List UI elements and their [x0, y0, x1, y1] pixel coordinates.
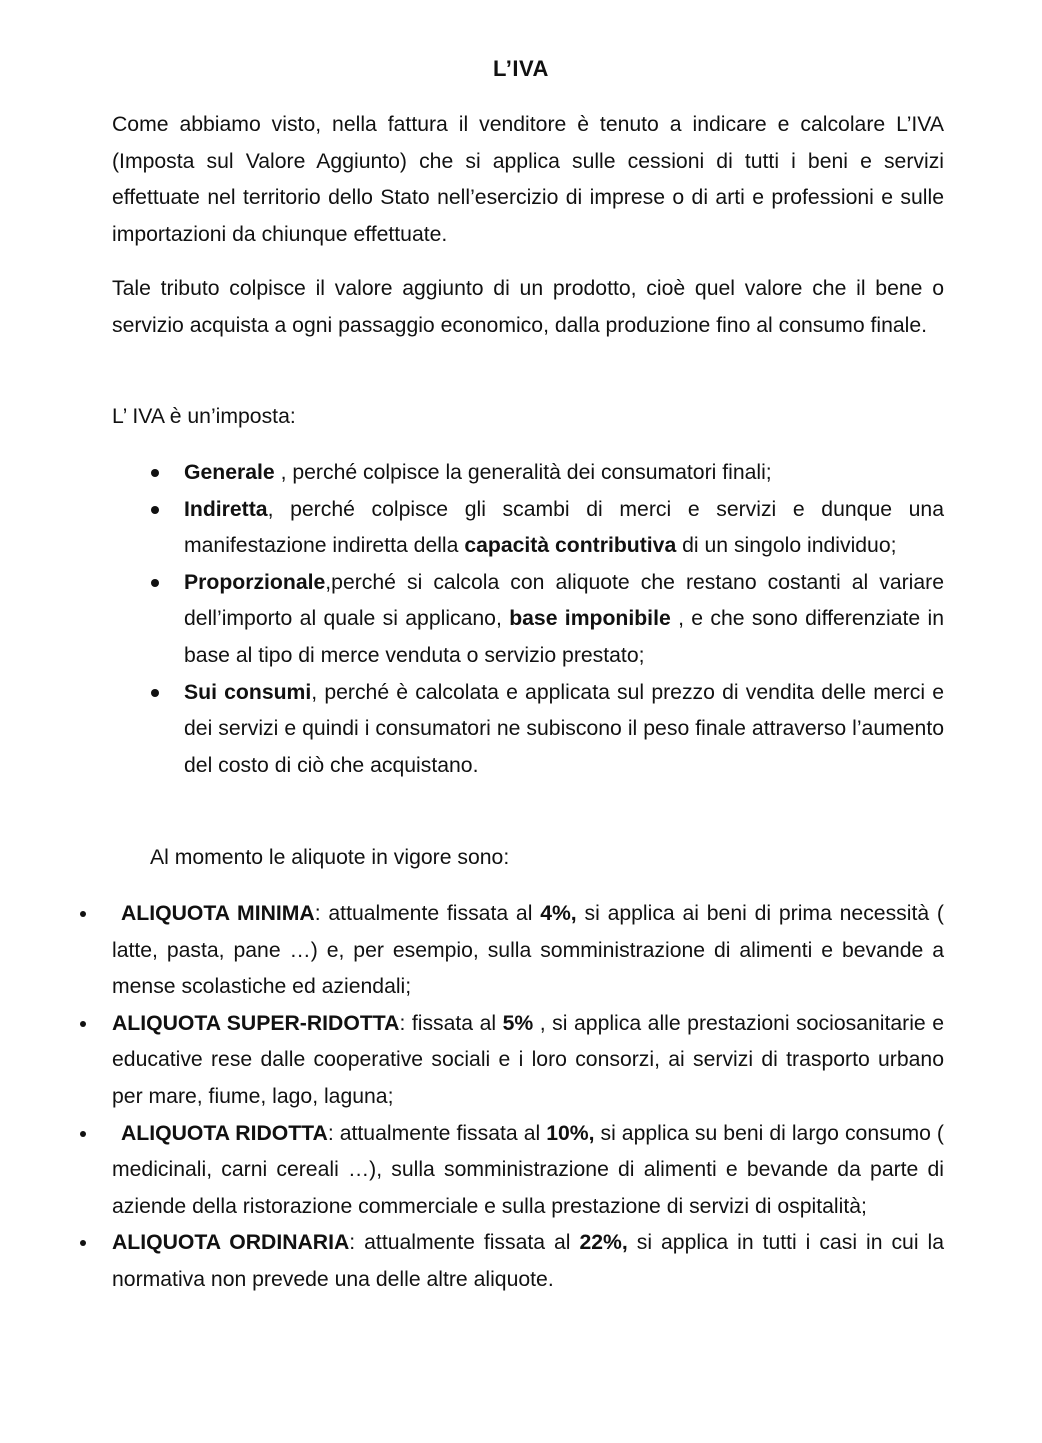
text-proporzionale-a: ,perché si calcola con aliquote che restano costanti al variare dell’importo al quale si applicano, — [184, 570, 944, 631]
text-indiretta-a: , perché colpisce gli scambi di merci e servizi e dunque una manifestazione indiretta della — [184, 497, 944, 558]
term-generale: Generale — [184, 461, 275, 484]
bullet-icon — [80, 1131, 86, 1137]
bold-capacita-contributiva: capacità contributiva — [464, 534, 677, 558]
rate-text-ordinaria-b: si applica in tutti i casi in cui la normativa non prevede una delle altre aliquote. — [112, 1231, 944, 1291]
term-indiretta: Indiretta — [184, 497, 268, 521]
momento-paragraph: Al momento le aliquote in vigore sono: — [150, 846, 510, 869]
tributo-paragraph: Tale tributo colpisce il valore aggiunto di un prodotto, cioè quel valore che il bene o servizio acquista a ogni passaggio economico, dalla produzione fino al consumo finale. — [112, 277, 944, 337]
rate-value-ordinaria: 22%, — [579, 1231, 628, 1255]
text-proporzionale-c: , e che sono differenziate in base al tipo di merce venduta o servizio prestato; — [184, 607, 944, 667]
rate-value-minima: 4%, — [540, 902, 577, 925]
bullet-icon — [151, 469, 159, 477]
rate-text-ordinaria-a: : attualmente fissata al — [349, 1231, 580, 1255]
intro-paragraph: Come abbiamo visto, nella fattura il venditore è tenuto a indicare e calcolare L’IVA (Imposta sul Valore Aggiunto) che si applica sulle cessioni di tutti i beni e servizi effettuate nel territorio dello Stato nell’esercizio di imprese o di arti e professioni e sulle importazioni da chiunque effettuate. — [112, 113, 944, 246]
text-indiretta-c: di un singolo individuo; — [676, 534, 897, 558]
term-proporzionale: Proporzionale — [184, 570, 326, 594]
rate-text-minima-a: : attualmente fissata al — [314, 902, 541, 925]
bullet-icon — [151, 579, 159, 587]
bullet-icon — [80, 1240, 86, 1246]
rate-text-minima-b: si applica ai beni di prima necessità ( latte, pasta, pane …) e, per esempio, sulla somministrazione di alimenti e bevande a mense scolastiche ed aziendali; — [112, 902, 944, 999]
list-item-sui-consumi — [184, 675, 944, 785]
bold-base-imponibile: base imponibile — [509, 607, 671, 631]
bullet-icon — [151, 689, 159, 697]
rate-item-ordinaria — [112, 1225, 944, 1298]
text-sui-consumi: , perché è calcolata e applicata sul prezzo di vendita delle merci e dei servizi e quindi i consumatori ne subiscono il peso finale attraverso l’aumento del costo di ciò che acquistano. — [184, 680, 944, 777]
rate-name-minima: ALIQUOTA MINIMA — [121, 902, 315, 925]
list-item-proporzionale — [184, 565, 944, 675]
rates-list — [0, 896, 1042, 1299]
term-sui-consumi: Sui consumi — [184, 680, 312, 704]
document-title: L’IVA — [493, 56, 549, 81]
rate-value-super-ridotta: 5% — [502, 1011, 534, 1035]
imposta-intro: L’ IVA è un’imposta: — [112, 405, 296, 428]
rate-item-ridotta — [112, 1116, 944, 1226]
rate-value-ridotta: 10%, — [546, 1121, 595, 1145]
rate-name-ridotta: ALIQUOTA RIDOTTA — [121, 1121, 328, 1145]
list-item-generale — [184, 455, 944, 492]
rate-text-ridotta-b: si applica su beni di largo consumo ( medicinali, carni cereali …), sulla somministrazione di alimenti e bevande da parte di aziende della ristorazione commerciale e sulla prestazione di servizi di ospitalità; — [112, 1121, 944, 1218]
bullet-icon — [151, 506, 159, 514]
rate-name-super-ridotta: ALIQUOTA SUPER-RIDOTTA — [112, 1011, 400, 1035]
rate-name-ordinaria: ALIQUOTA ORDINARIA — [112, 1231, 350, 1255]
rate-item-super-ridotta — [112, 1006, 944, 1116]
list-item-indiretta — [184, 492, 944, 565]
rate-item-minima — [112, 896, 944, 1006]
text-generale: , perché colpisce la generalità dei consumatori finali; — [274, 461, 772, 484]
characteristics-list — [0, 455, 1042, 784]
bullet-icon — [80, 1021, 86, 1027]
bullet-icon — [80, 911, 86, 917]
rate-text-super-ridotta-b: , si applica alle prestazioni sociosanitarie e educative rese dalle cooperative sociali e i loro consorzi, ai servizi di trasporto urbano per mare, fiume, lago, laguna; — [112, 1011, 945, 1108]
rate-text-super-ridotta-a: : fissata al — [399, 1011, 503, 1035]
rate-text-ridotta-a: : attualmente fissata al — [327, 1121, 547, 1145]
